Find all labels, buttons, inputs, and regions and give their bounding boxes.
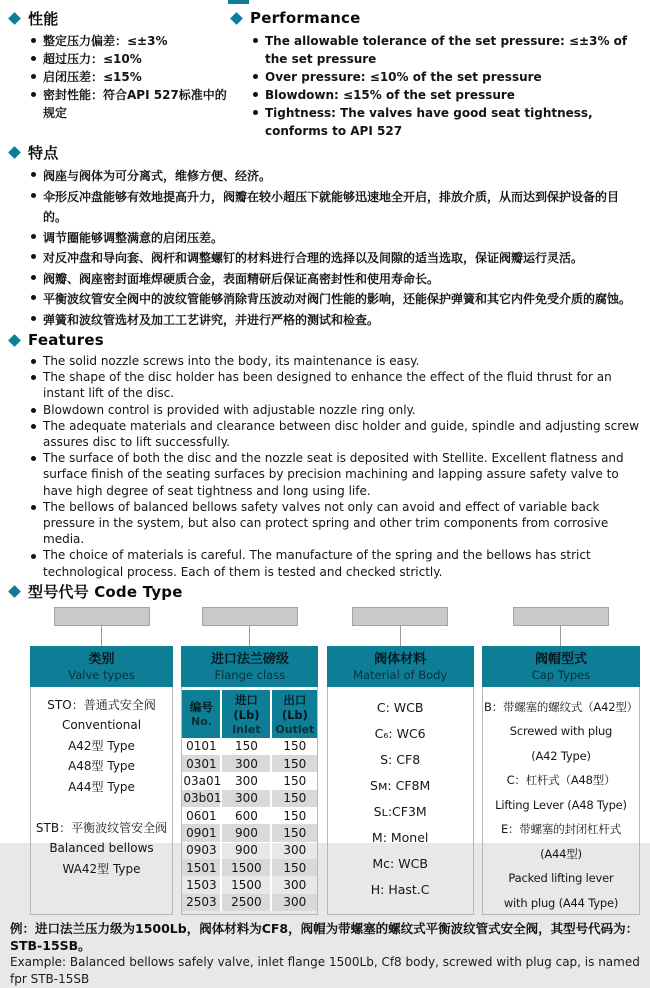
code-digit-box (202, 607, 298, 626)
column-line: Screwed with plug (509, 724, 613, 739)
list-item-text: 调节圈能够调整满意的启闭压差。 (43, 230, 224, 245)
column-header-cn: 阀体材料 (374, 651, 427, 667)
flange-header-en: No. (190, 715, 212, 729)
flange-cell-no: 03a01 (183, 774, 222, 789)
flange-table-row (182, 842, 317, 859)
flange-cell-outlet: 300 (271, 876, 317, 893)
list-item-text: 平衡波纹管安全阀中的波纹管能够消除背压波动对阀门性能的影响，还能保护弹簧和其它内件免受介质的腐蚀。 (43, 292, 632, 306)
column-header-en: Valve types (68, 667, 135, 682)
list-item (30, 402, 642, 418)
flange-header-cn: 编号 (189, 700, 213, 715)
section-title: 型号代号 Code Type (28, 583, 183, 602)
list-item-text: Tightness: The valves have good seat tightness, conforms to API 527 (265, 106, 593, 138)
column-header (30, 646, 173, 687)
column-header-cn: 阀帽型式 (534, 651, 587, 667)
flange-table-row (182, 755, 317, 772)
flange-cell-inlet: 150 (221, 738, 271, 755)
code-column-valve-types (30, 607, 173, 915)
list-item (30, 418, 642, 450)
flange-table-row (182, 876, 317, 893)
column-header (327, 646, 474, 687)
list-item (30, 353, 642, 369)
list-item-text: Over pressure: ≤10% of the set pressure (265, 70, 542, 84)
flange-cell-inlet: 2500 (221, 894, 271, 911)
column-line: A44型 Type (68, 779, 135, 794)
features-cn-list (8, 166, 642, 330)
column-line: Sᴍ: CF8M (370, 777, 431, 793)
flange-cell-outlet: 150 (271, 755, 317, 772)
section-title: Features (28, 331, 104, 349)
flange-table (182, 690, 317, 911)
column-line: C₆: WC6 (374, 725, 426, 741)
flange-cell-inlet: 900 (221, 842, 271, 859)
flange-table-row (182, 807, 317, 824)
cap-types-body (482, 687, 640, 915)
list-item (30, 369, 642, 401)
flange-table-header-row (182, 690, 317, 738)
column-line: STO：普通式安全阀 (47, 697, 156, 712)
page-top-accent-mark (228, 0, 249, 4)
flange-table-body (182, 738, 317, 911)
column-line: E：带螺塞的封闭杠杆式 (500, 822, 622, 837)
list-item (30, 228, 642, 249)
list-item-text: The shape of the disc holder has been designed to enhance the effect of the fluid thrust for an instant lift of the disc. (43, 370, 612, 401)
column-line: C: WCB (376, 699, 424, 715)
flange-table-header-cell (182, 690, 221, 738)
column-line: with plug (A44 Type) (503, 895, 619, 910)
section-title: Performance (250, 9, 361, 27)
section-header (8, 142, 642, 162)
diamond-bullet-icon (8, 12, 21, 25)
column-line: STB：平衡波纹管安全阀 (35, 820, 168, 835)
flange-cell-inlet: 1500 (221, 859, 271, 876)
column-line: H: Hast.C (370, 881, 430, 897)
flange-cell-outlet: 300 (271, 842, 317, 859)
list-item (30, 187, 642, 228)
list-item (30, 32, 230, 50)
flange-table-row (182, 859, 317, 876)
flange-table-row (182, 772, 317, 789)
column-line: Balanced bellows (49, 841, 154, 856)
code-digit-box (54, 607, 150, 626)
column-header (181, 646, 318, 687)
code-column-body-material (327, 607, 474, 915)
section-features-cn (8, 142, 642, 330)
list-item (30, 547, 642, 579)
flange-cell-no: 0301 (186, 756, 217, 771)
flange-cell-outlet: 150 (271, 859, 317, 876)
section-header (8, 330, 642, 350)
section-header (8, 582, 642, 602)
diamond-bullet-icon (8, 334, 21, 347)
connector-line (400, 626, 401, 646)
code-column-cap-types (482, 607, 640, 915)
column-line: (A44型) (540, 846, 582, 861)
list-item (30, 86, 230, 122)
example-text-en: Example: Balanced bellows safely valve, inlet flange 1500Lb, Cf8 body, screwed with plug cap, is named fpr STB-15SB (10, 954, 640, 986)
diamond-bullet-icon (8, 146, 21, 159)
example-note (10, 920, 642, 988)
flange-cell-inlet: 300 (221, 772, 271, 789)
column-line: Conventional (61, 718, 142, 733)
flange-header-cn: 出口(Lb) (281, 692, 308, 722)
column-line: (A42 Type) (531, 748, 591, 763)
list-item-text: 阀瓣、阀座密封面堆焊硬质合金，表面精研后保证高密封性和使用寿命长。 (43, 271, 440, 286)
list-item (252, 104, 642, 140)
list-item (30, 289, 642, 310)
diamond-bullet-icon (8, 585, 21, 598)
flange-cell-inlet: 300 (221, 790, 271, 807)
list-item (30, 450, 642, 499)
list-item (30, 310, 642, 331)
flange-cell-outlet: 150 (271, 807, 317, 824)
code-digit-box (513, 607, 609, 626)
code-column-flange-class (181, 607, 318, 915)
flange-table-row (182, 738, 317, 755)
code-digit-box (352, 607, 448, 626)
section-features-en (8, 330, 642, 580)
flange-header-en: Inlet (232, 722, 261, 736)
performance-row (8, 8, 642, 140)
column-line: A48型 Type (68, 759, 135, 774)
flange-cell-no: 0101 (186, 739, 217, 754)
flange-cell-no: 0903 (186, 843, 217, 858)
list-item-text: 弹簧和波纹管选材及加工工艺讲究，并进行严格的测试和检查。 (43, 312, 380, 327)
list-item (30, 269, 642, 290)
column-line: S: CF8 (380, 751, 421, 767)
list-item (252, 32, 642, 68)
connector-line (249, 626, 250, 646)
column-header-en: Cap Types (531, 667, 591, 682)
list-item (30, 68, 230, 86)
section-performance-en (230, 8, 642, 140)
list-item (252, 68, 642, 86)
flange-cell-outlet: 150 (271, 790, 317, 807)
flange-cell-no: 0601 (186, 808, 217, 823)
flange-cell-no: 1501 (186, 860, 217, 875)
list-item-text: The choice of materials is careful. The manufacture of the spring and the bellows has strict technological process. Each of them is tested and checked strictly. (43, 548, 591, 579)
list-item (252, 86, 642, 104)
list-item-text: 密封性能：符合API 527标准中的规定 (43, 88, 227, 120)
list-item (30, 50, 230, 68)
flange-cell-outlet: 150 (271, 772, 317, 789)
section-header (8, 8, 230, 28)
flange-cell-inlet: 900 (221, 824, 271, 841)
section-code-type (8, 582, 642, 915)
flange-cell-outlet: 150 (271, 738, 317, 755)
body-material-body (327, 687, 474, 915)
list-item-text: Blowdown: ≤15% of the set pressure (265, 88, 515, 102)
column-line: Mᴄ: WCB (372, 855, 428, 871)
flange-cell-outlet: 150 (271, 824, 317, 841)
code-type-diagram (30, 607, 640, 915)
diamond-bullet-icon (230, 12, 243, 25)
column-line (31, 797, 172, 818)
list-item (30, 166, 642, 187)
list-item-text: 对反冲盘和导向套、阀杆和调整螺钉的材料进行合理的选择以及间隙的适当选取，保证阀瓣运行灵活。 (43, 251, 584, 265)
flange-table-header-cell (221, 690, 271, 738)
column-line: C：杠杆式（A48型） (506, 773, 616, 788)
list-item-text: 阀座与阀体为可分离式，维修方便、经济。 (43, 169, 272, 183)
list-item-text: The bellows of balanced bellows safety valves not only can avoid and effect of variable back pressure in the system, but also can protect spring and other trim components from corrosive media. (43, 499, 609, 547)
column-line: M: Monel (371, 829, 429, 845)
flange-table-row (182, 824, 317, 841)
list-item-text: The solid nozzle screws into the body, its maintenance is easy. (43, 354, 420, 368)
example-text-cn: 例：进口法兰压力级为1500Lb，阀体材料为CF8，阀帽为带螺塞的螺纹式平衡波纹管式安全阀，其型号代码为：STB-15SB。 (10, 920, 639, 953)
column-line: A42型 Type (68, 738, 135, 753)
list-item-text: Blowdown control is provided with adjustable nozzle ring only. (43, 402, 416, 417)
performance-en-list (230, 32, 642, 140)
flange-cell-inlet: 300 (221, 755, 271, 772)
performance-cn-list (8, 32, 230, 122)
list-item (30, 499, 642, 548)
column-line: Sʟ:CF3M (373, 803, 427, 819)
flange-table-row (182, 894, 317, 911)
flange-cell-inlet: 600 (221, 807, 271, 824)
column-header-cn: 进口法兰磅级 (210, 651, 289, 667)
list-item-text: 伞形反冲盘能够有效地提高升力，阀瓣在较小超压下就能够迅速地全开启，排放介质，从而达到保护设备的目的。 (43, 189, 620, 224)
column-header-cn: 类别 (88, 651, 115, 667)
column-line: B：带螺塞的螺纹式（A42型） (484, 699, 638, 714)
list-item-text: The adequate materials and clearance between disc holder and guide, spindle and adjusting screw assures disc to lift successfully. (43, 418, 640, 450)
column-header-en: Flange class (214, 667, 286, 682)
flange-table-row (182, 790, 317, 807)
flange-header-cn: 进口(Lb) (233, 692, 260, 722)
list-item (30, 248, 642, 269)
list-item-text: 启闭压差：≤15% (43, 70, 142, 84)
section-performance-cn (8, 8, 230, 140)
column-header (482, 646, 640, 687)
list-item-text: The surface of both the disc and the nozzle seat is deposited with Stellite. Excellent flatness and surface finish of the seating surfaces by precision machining and lapping assure safety valve to have high degree of seat tightness and long using life. (43, 451, 624, 498)
flange-cell-no: 1503 (186, 877, 217, 892)
valve-types-body (30, 687, 173, 915)
column-line: WA42型 Type (62, 861, 141, 876)
section-title: 性能 (28, 9, 59, 28)
flange-class-body (181, 687, 318, 915)
flange-table-header-cell (271, 690, 317, 738)
features-en-list (8, 353, 642, 580)
list-item-text: 整定压力偏差：≤±3% (43, 34, 168, 48)
flange-cell-no: 2503 (186, 895, 217, 910)
section-title: 特点 (28, 143, 59, 162)
flange-cell-inlet: 1500 (221, 876, 271, 893)
list-item-text: 超过压力：≤10% (43, 52, 142, 66)
column-header-en: Material of Body (353, 667, 448, 682)
flange-header-en: Outlet (275, 722, 315, 736)
flange-cell-outlet: 300 (271, 894, 317, 911)
section-header (230, 8, 642, 28)
connector-line (101, 626, 102, 646)
connector-line (560, 626, 561, 646)
flange-cell-no: 0901 (186, 825, 217, 840)
list-item-text: The allowable tolerance of the set pressure: ≤±3% of the set pressure (265, 34, 628, 66)
column-line: Packed lifting lever (508, 871, 614, 886)
column-line: Lifting Lever (A48 Type) (495, 797, 627, 812)
flange-cell-no: 03b01 (183, 791, 222, 806)
